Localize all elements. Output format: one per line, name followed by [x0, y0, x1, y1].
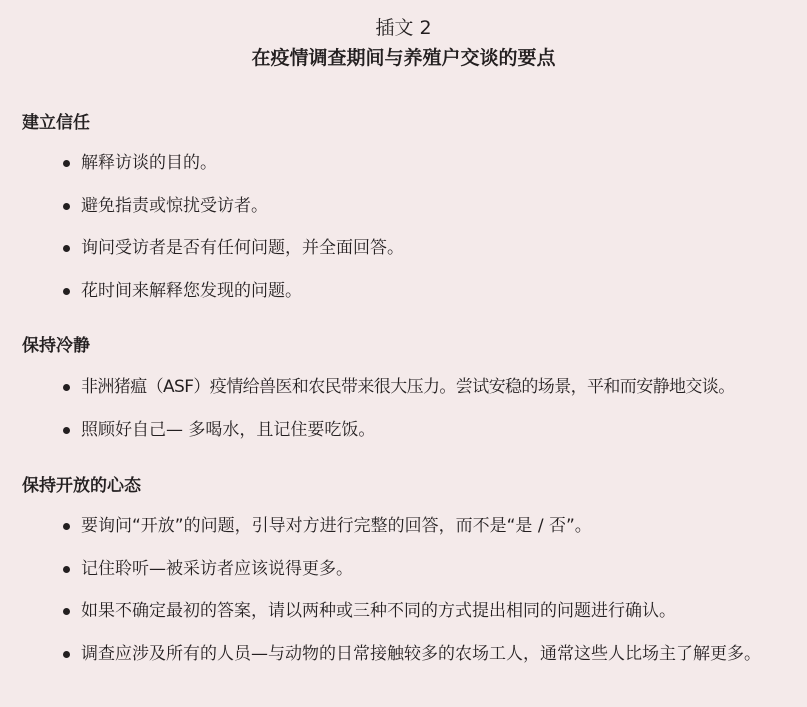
list-item-text: 花时间来解释您发现的问题。	[81, 281, 302, 301]
list-item	[63, 639, 798, 669]
bullet-icon	[63, 523, 70, 530]
list-item-text: 如果不确定最初的答案，请以两种或三种不同的方式提出相同的问题进行确认。	[81, 601, 676, 621]
bullet-icon	[63, 245, 70, 252]
list-item	[63, 511, 798, 541]
list-item-text: 调查应涉及所有的人员—与动物的日常接触较多的农场工人，通常这些人比场主了解更多。	[81, 644, 761, 664]
list-item-text: 记住聆听—被采访者应该说得更多。	[81, 559, 353, 579]
list-item-text: 要询问“开放”的问题，引导对方进行完整的回答，而不是“是 / 否”。	[81, 516, 592, 536]
bullet-icon	[63, 384, 70, 391]
list-item	[63, 191, 798, 221]
bullet-icon	[63, 566, 70, 573]
box-title: 在疫情调查期间与养殖户交谈的要点	[251, 47, 556, 69]
section-heading-open-mind: 保持开放的心态	[22, 476, 141, 496]
bullet-icon	[63, 160, 70, 167]
bullet-icon	[63, 651, 70, 658]
bullet-icon	[63, 203, 70, 210]
list-item-text: 照顾好自己— 多喝水，且记住要吃饭。	[81, 420, 376, 440]
bullet-icon	[63, 427, 70, 434]
list-item-text: 非洲猪瘟（ASF）疫情给兽医和农民带来很大压力。尝试安稳的场景，平和而安静地交谈。	[81, 377, 735, 397]
list-item	[63, 372, 798, 402]
list-item	[63, 554, 798, 584]
section-heading-stay-calm: 保持冷静	[22, 336, 90, 356]
list-item-text: 询问受访者是否有任何问题，并全面回答。	[81, 238, 404, 258]
list-item	[63, 233, 798, 263]
list-item	[63, 276, 798, 306]
box-label: 插文 2	[375, 17, 432, 39]
section-heading-build-trust: 建立信任	[22, 113, 90, 133]
bullet-icon	[63, 608, 70, 615]
list-item	[63, 415, 798, 445]
list-item	[63, 148, 798, 178]
list-item-text: 解释访谈的目的。	[81, 153, 217, 173]
list-item	[63, 596, 798, 626]
list-item-text: 避免指责或惊扰受访者。	[81, 196, 268, 216]
bullet-icon	[63, 288, 70, 295]
